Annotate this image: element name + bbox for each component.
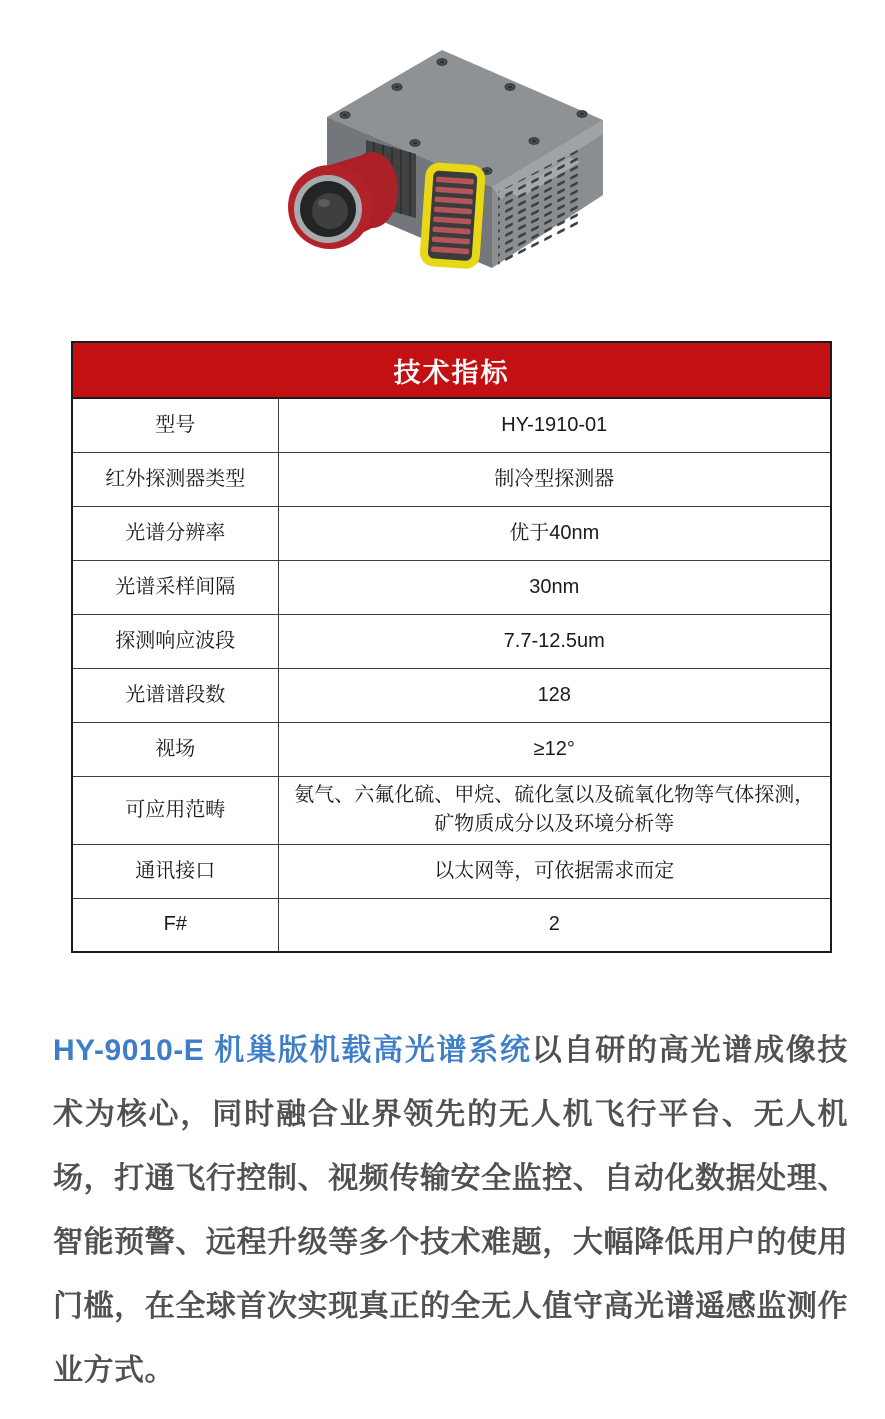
- spec-value: 128: [278, 668, 831, 722]
- spec-value: 氨气、六氟化硫、甲烷、硫化氢以及硫氧化物等气体探测，矿物质成分以及环境分析等: [278, 776, 831, 844]
- product-image: [270, 40, 630, 280]
- table-row: [72, 668, 831, 722]
- spec-value: 30nm: [278, 560, 831, 614]
- camera-render-graphic: [270, 40, 630, 280]
- vent-grille: [423, 166, 482, 265]
- spec-label: 可应用范畴: [72, 776, 278, 844]
- spec-label: 光谱采样间隔: [72, 560, 278, 614]
- spec-value: 优于40nm: [278, 506, 831, 560]
- description-body: 以自研的高光谱成像技术为核心，同时融合业界领先的无人机飞行平台、无人机场，打通飞行控制、视频传输安全监控、自动化数据处理、智能预警、远程升级等多个技术难题，大幅降低用户的使用门槛，在全球首次实现真正的全无人值守高光谱遥感监测作业方式。: [53, 1034, 848, 1387]
- spec-value: 2: [278, 898, 831, 952]
- table-row: [72, 614, 831, 668]
- table-row: [72, 722, 831, 776]
- spec-label: 光谱谱段数: [72, 668, 278, 722]
- table-row: [72, 506, 831, 560]
- spec-table: [71, 341, 832, 953]
- spec-label: 视场: [72, 722, 278, 776]
- spec-value: 制冷型探测器: [278, 452, 831, 506]
- spec-table-title: 技术指标: [72, 342, 831, 398]
- spec-value: ≥12°: [278, 722, 831, 776]
- spec-value: 7.7-12.5um: [278, 614, 831, 668]
- table-row: [72, 844, 831, 898]
- table-row: [72, 776, 831, 844]
- table-header-row: [72, 342, 831, 398]
- table-row: [72, 452, 831, 506]
- spec-label: F#: [72, 898, 278, 952]
- spec-value: 以太网等，可依据需求而定: [278, 844, 831, 898]
- spec-label: 红外探测器类型: [72, 452, 278, 506]
- spec-label: 通讯接口: [72, 844, 278, 898]
- table-row: [72, 898, 831, 952]
- spec-label: 型号: [72, 398, 278, 452]
- table-row: [72, 398, 831, 452]
- product-description: [53, 1019, 848, 1403]
- product-name-highlight: HY-9010-E 机巢版机载高光谱系统: [53, 1034, 532, 1067]
- spec-label: 光谱分辨率: [72, 506, 278, 560]
- table-row: [72, 560, 831, 614]
- spec-value: HY-1910-01: [278, 398, 831, 452]
- spec-label: 探测响应波段: [72, 614, 278, 668]
